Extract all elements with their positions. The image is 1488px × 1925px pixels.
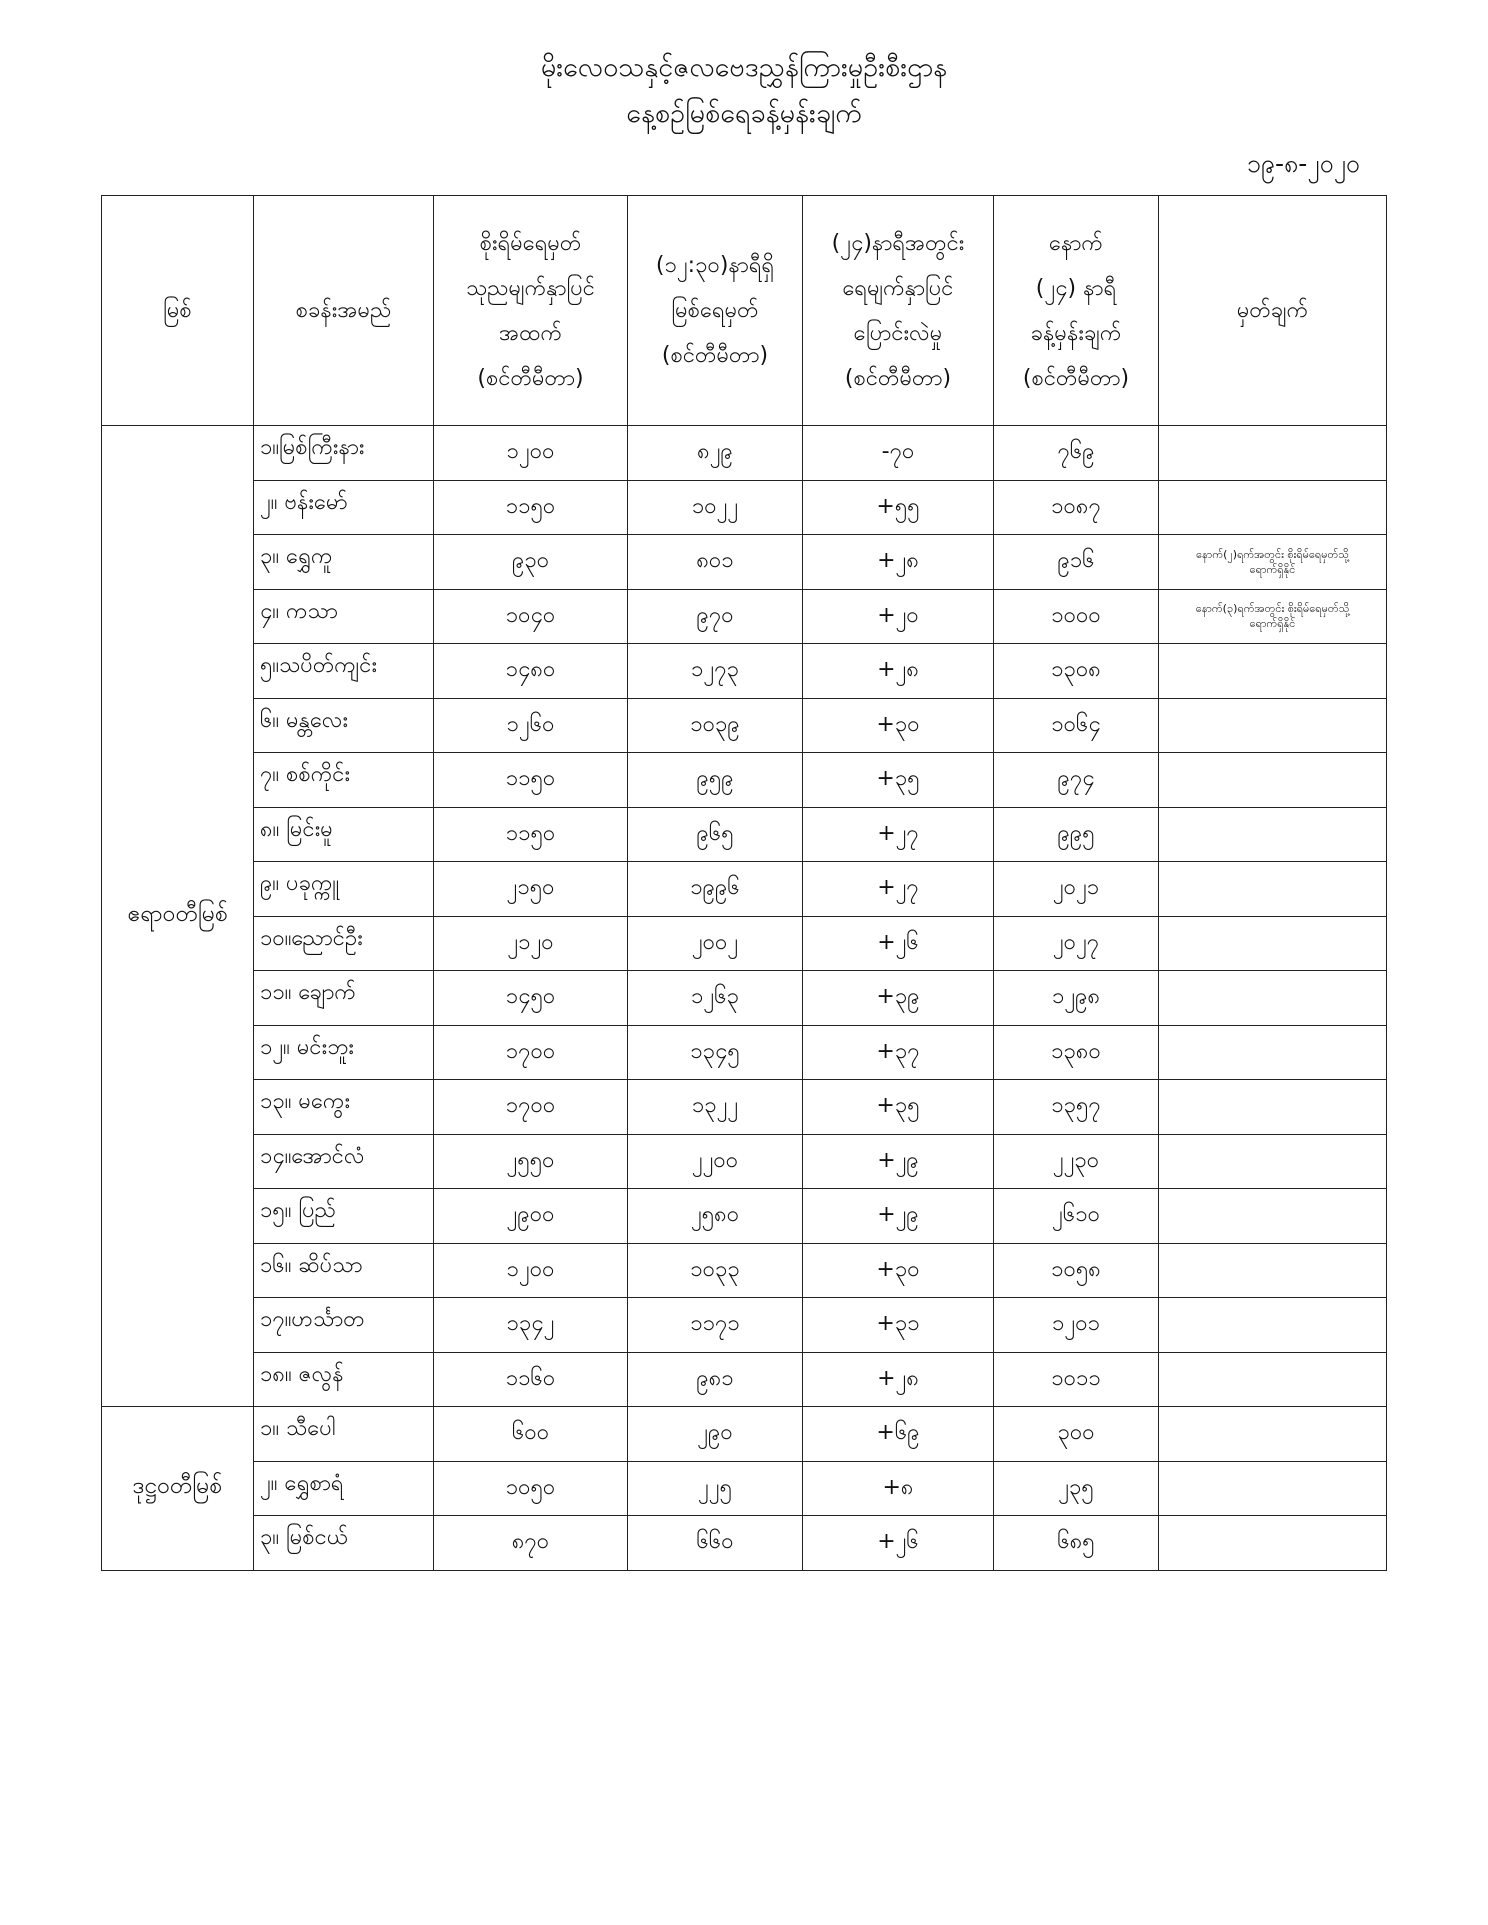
danger-level-cell: ၆၀၀: [434, 1407, 628, 1462]
station-name: ၁၀။ညောင်ဦး: [254, 916, 434, 971]
remark-cell: [1159, 1243, 1387, 1298]
change-cell: +၂၈: [803, 1352, 994, 1407]
remark-cell: [1159, 1352, 1387, 1407]
station-name: ၁၈။ ဇလွန်: [254, 1352, 434, 1407]
station-name: ၄။ ကသာ: [254, 589, 434, 644]
remark-cell: [1159, 1298, 1387, 1353]
station-name: ၁၁။ ချောက်: [254, 971, 434, 1026]
change-cell: +၂၇: [803, 807, 994, 862]
station-name: ၃။ မြစ်ငယ်: [254, 1516, 434, 1571]
change-cell: +၂၀: [803, 589, 994, 644]
change-cell: +၃၀: [803, 1243, 994, 1298]
header-line: (၁၂:၃၀)နာရီရှိ: [655, 253, 775, 278]
change-cell: +၂၉: [803, 1134, 994, 1189]
header-row: [102, 196, 1387, 426]
remark-cell: [1159, 1461, 1387, 1516]
danger-level-cell: ၁၄၅၀: [434, 971, 628, 1026]
station-name: ၈။ မြင်းမူ: [254, 807, 434, 862]
danger-level-cell: ၁၇၀၀: [434, 1025, 628, 1080]
forecast-cell: ၂၀၂၇: [994, 916, 1159, 971]
change-cell: +၃၀: [803, 698, 994, 753]
forecast-cell: ၁၂၀၁: [994, 1298, 1159, 1353]
station-name: ၁၃။ မကွေး: [254, 1080, 434, 1135]
forecast-cell: ၇၆၉: [994, 426, 1159, 481]
river-name: ဧရာဝတီမြစ်: [102, 426, 254, 1407]
col-header-river: မြစ်: [102, 196, 254, 426]
remark-cell: [1159, 480, 1387, 535]
station-name: ၃။ ရွှေကူ: [254, 535, 434, 590]
header-line: မြစ်ရေမှတ်: [671, 298, 759, 323]
remark-cell: [1159, 698, 1387, 753]
station-name: ၂။ ဗန်းမော်: [254, 480, 434, 535]
col-header-station: စခန်းအမည်: [254, 196, 434, 426]
current-level-cell: ၂၂၀၀: [628, 1134, 803, 1189]
header-line: (စင်တီမီတာ): [1022, 365, 1130, 391]
table-row: [102, 1025, 1387, 1080]
remark-cell: [1159, 1080, 1387, 1135]
remark-cell: [1159, 807, 1387, 862]
header-line: အထက်: [499, 320, 562, 346]
forecast-cell: ၁၃၀၈: [994, 644, 1159, 699]
current-level-cell: ၉၇၀: [628, 589, 803, 644]
station-name: ၉။ ပခုက္ကူ: [254, 862, 434, 917]
remark-cell: [1159, 1134, 1387, 1189]
remark-cell: [1159, 1407, 1387, 1462]
station-name: ၁၅။ ပြည်: [254, 1189, 434, 1244]
table-body: [102, 426, 1387, 1571]
current-level-cell: ၁၂၆၃: [628, 971, 803, 1026]
table-row: [102, 480, 1387, 535]
current-level-cell: ၂၅၈၀: [628, 1189, 803, 1244]
remark-cell: [1159, 971, 1387, 1026]
river-name: ဒုဋ္ဌဝတီမြစ်: [102, 1407, 254, 1571]
danger-level-cell: ၈၇၀: [434, 1516, 628, 1571]
remark-line: ရောက်ရှိနိုင်: [1249, 617, 1296, 631]
change-cell: +၆၉: [803, 1407, 994, 1462]
danger-level-cell: ၁၀၅၀: [434, 1461, 628, 1516]
change-cell: +၃၁: [803, 1298, 994, 1353]
remark-cell: [1159, 1025, 1387, 1080]
danger-level-cell: ၁၁၅၀: [434, 480, 628, 535]
table-row: [102, 1461, 1387, 1516]
danger-level-cell: ၁၃၄၂: [434, 1298, 628, 1353]
danger-level-cell: ၉၃၀: [434, 535, 628, 590]
station-name: ၁၄။အောင်လံ: [254, 1134, 434, 1189]
current-level-cell: ၁၂၇၃: [628, 644, 803, 699]
change-cell: +၈: [803, 1461, 994, 1516]
remark-cell: [1159, 589, 1387, 644]
table-row: [102, 753, 1387, 808]
col-header-danger-level: [434, 196, 628, 426]
forecast-cell: ၁၀၅၈: [994, 1243, 1159, 1298]
table-row: [102, 1080, 1387, 1135]
current-level-cell: ၁၀၃၉: [628, 698, 803, 753]
current-level-cell: ၈၀၁: [628, 535, 803, 590]
change-cell: +၂၈: [803, 535, 994, 590]
page-title: မိုးလေဝသနှင့်ဇလဗေဒညွှန်ကြားမှုဦးစီးဌာန: [540, 52, 948, 83]
forecast-cell: ၁၀၁၁: [994, 1352, 1159, 1407]
danger-level-cell: ၁၄၈၀: [434, 644, 628, 699]
change-cell: +၂၉: [803, 1189, 994, 1244]
forecast-cell: ၂၆၁၀: [994, 1189, 1159, 1244]
current-level-cell: ၆၆၀: [628, 1516, 803, 1571]
table-row: [102, 1243, 1387, 1298]
change-cell: +၃၅: [803, 1080, 994, 1135]
danger-level-cell: ၁၁၅၀: [434, 807, 628, 862]
change-cell: +၂၇: [803, 862, 994, 917]
station-name: ၆။ မန္တလေး: [254, 698, 434, 753]
table-row: [102, 589, 1387, 644]
remark-cell: [1159, 753, 1387, 808]
table-row: [102, 1134, 1387, 1189]
forecast-cell: ၂၂၃၀: [994, 1134, 1159, 1189]
header-line: (စင်တီမီတာ): [844, 365, 952, 391]
report-date: ၁၉-၈-၂၀၂၀: [1246, 149, 1360, 178]
station-name: ၇။ စစ်ကိုင်း: [254, 753, 434, 808]
remark-cell: [1159, 644, 1387, 699]
danger-level-cell: ၁၁၆၀: [434, 1352, 628, 1407]
header-line: စိုးရိမ်ရေမှတ်: [479, 230, 582, 256]
current-level-cell: ၁၉၉၆: [628, 862, 803, 917]
change-cell: +၃၅: [803, 753, 994, 808]
table-row: [102, 1298, 1387, 1353]
remark-cell: [1159, 535, 1387, 590]
station-name: ၁။ သီပေါ: [254, 1407, 434, 1462]
station-name: ၂။ ရွှေစာရံ: [254, 1461, 434, 1516]
col-header-forecast: [994, 196, 1159, 426]
header-line: သုညမျက်နှာပြင်: [466, 275, 595, 301]
current-level-cell: ၁၃၄၅: [628, 1025, 803, 1080]
header-line: နောက်: [1049, 230, 1103, 256]
change-cell: +၅၅: [803, 480, 994, 535]
change-cell: +၂၆: [803, 1516, 994, 1571]
col-header-change: [803, 196, 994, 426]
table-row: [102, 1516, 1387, 1571]
col-header-current-level: [628, 196, 803, 426]
table-row: [102, 1352, 1387, 1407]
danger-level-cell: ၁၂၀၀: [434, 426, 628, 481]
danger-level-cell: ၂၉၀၀: [434, 1189, 628, 1244]
table-row: [102, 1407, 1387, 1462]
station-name: ၁၂။ မင်းဘူး: [254, 1025, 434, 1080]
forecast-cell: ၁၀၆၄: [994, 698, 1159, 753]
forecast-cell: ၂၀၂၁: [994, 862, 1159, 917]
station-name: ၅။သပိတ်ကျင်း: [254, 644, 434, 699]
danger-level-cell: ၁၇၀၀: [434, 1080, 628, 1135]
table-row: [102, 971, 1387, 1026]
table-row: [102, 426, 1387, 481]
remark-cell: [1159, 916, 1387, 971]
danger-level-cell: ၂၅၅၀: [434, 1134, 628, 1189]
current-level-cell: ၂၂၅: [628, 1461, 803, 1516]
current-level-cell: ၂၉၀: [628, 1407, 803, 1462]
forecast-cell: ၁၃၈၀: [994, 1025, 1159, 1080]
header-line: (၂၄)နာရီအတွင်း: [831, 230, 965, 256]
header-line: (စင်တီမီတာ): [661, 343, 769, 368]
table-row: [102, 698, 1387, 753]
current-level-cell: ၁၀၃၃: [628, 1243, 803, 1298]
forecast-cell: ၁၂၉၈: [994, 971, 1159, 1026]
remark-line: နောက်(၃)ရက်အတွင်း စိုးရိမ်ရေမှတ်သို့: [1195, 602, 1350, 616]
table-row: [102, 535, 1387, 590]
danger-level-cell: ၁၂၀၀: [434, 1243, 628, 1298]
remark-cell: [1159, 426, 1387, 481]
table-row: [102, 1189, 1387, 1244]
change-cell: +၂၈: [803, 644, 994, 699]
change-cell: +၂၆: [803, 916, 994, 971]
current-level-cell: ၁၃၂၂: [628, 1080, 803, 1135]
forecast-cell: ၉၁၆: [994, 535, 1159, 590]
remark-line: နောက်(၂)ရက်အတွင်း စိုးရိမ်ရေမှတ်သို့: [1196, 547, 1349, 561]
current-level-cell: ၉၈၁: [628, 1352, 803, 1407]
forecast-cell: ၂၃၅: [994, 1461, 1159, 1516]
station-name: ၁။မြစ်ကြီးနား: [254, 426, 434, 481]
header-line: (၂၄) နာရီ: [1035, 275, 1117, 301]
forecast-cell: ၆၈၅: [994, 1516, 1159, 1571]
remark-cell: [1159, 1516, 1387, 1571]
danger-level-cell: ၁၀၄၀: [434, 589, 628, 644]
change-cell: +၃၉: [803, 971, 994, 1026]
station-name: ၁၇။ဟင်္သာတ: [254, 1298, 434, 1353]
remark-cell: [1159, 862, 1387, 917]
remark-cell: [1159, 1189, 1387, 1244]
danger-level-cell: ၂၁၅၀: [434, 862, 628, 917]
remark-line: ရောက်ရှိနိုင်: [1249, 562, 1296, 576]
current-level-cell: ၂၀၀၂: [628, 916, 803, 971]
page-subtitle: နေ့စဉ်မြစ်ရေခန့်မှန်းချက်: [626, 98, 862, 129]
current-level-cell: ၈၂၉: [628, 426, 803, 481]
danger-level-cell: ၁၂၆၀: [434, 698, 628, 753]
current-level-cell: ၁၀၂၂: [628, 480, 803, 535]
forecast-cell: ၁၃၅၇: [994, 1080, 1159, 1135]
current-level-cell: ၁၁၇၁: [628, 1298, 803, 1353]
col-header-remarks: မှတ်ချက်: [1159, 196, 1387, 426]
danger-level-cell: ၂၁၂၀: [434, 916, 628, 971]
table-row: [102, 916, 1387, 971]
table-row: [102, 807, 1387, 862]
forecast-cell: ၉၉၅: [994, 807, 1159, 862]
river-forecast-table: [101, 195, 1387, 1571]
change-cell: -၇၀: [803, 426, 994, 481]
forecast-cell: ၁၀၀၀: [994, 589, 1159, 644]
table-row: [102, 862, 1387, 917]
header-line: (စင်တီမီတာ): [477, 365, 584, 391]
header-line: ရေမျက်နှာပြင်: [842, 275, 954, 301]
forecast-cell: ၁၀၈၇: [994, 480, 1159, 535]
forecast-cell: ၉၇၄: [994, 753, 1159, 808]
header-line: ခန့်မှန်းချက်: [1030, 320, 1122, 346]
station-name: ၁၆။ ဆိပ်သာ: [254, 1243, 434, 1298]
forecast-cell: ၃၀၀: [994, 1407, 1159, 1462]
table-row: [102, 644, 1387, 699]
current-level-cell: ၉၅၉: [628, 753, 803, 808]
current-level-cell: ၉၆၅: [628, 807, 803, 862]
header-line: ပြောင်းလဲမှု: [853, 320, 943, 346]
change-cell: +၃၇: [803, 1025, 994, 1080]
danger-level-cell: ၁၁၅၀: [434, 753, 628, 808]
